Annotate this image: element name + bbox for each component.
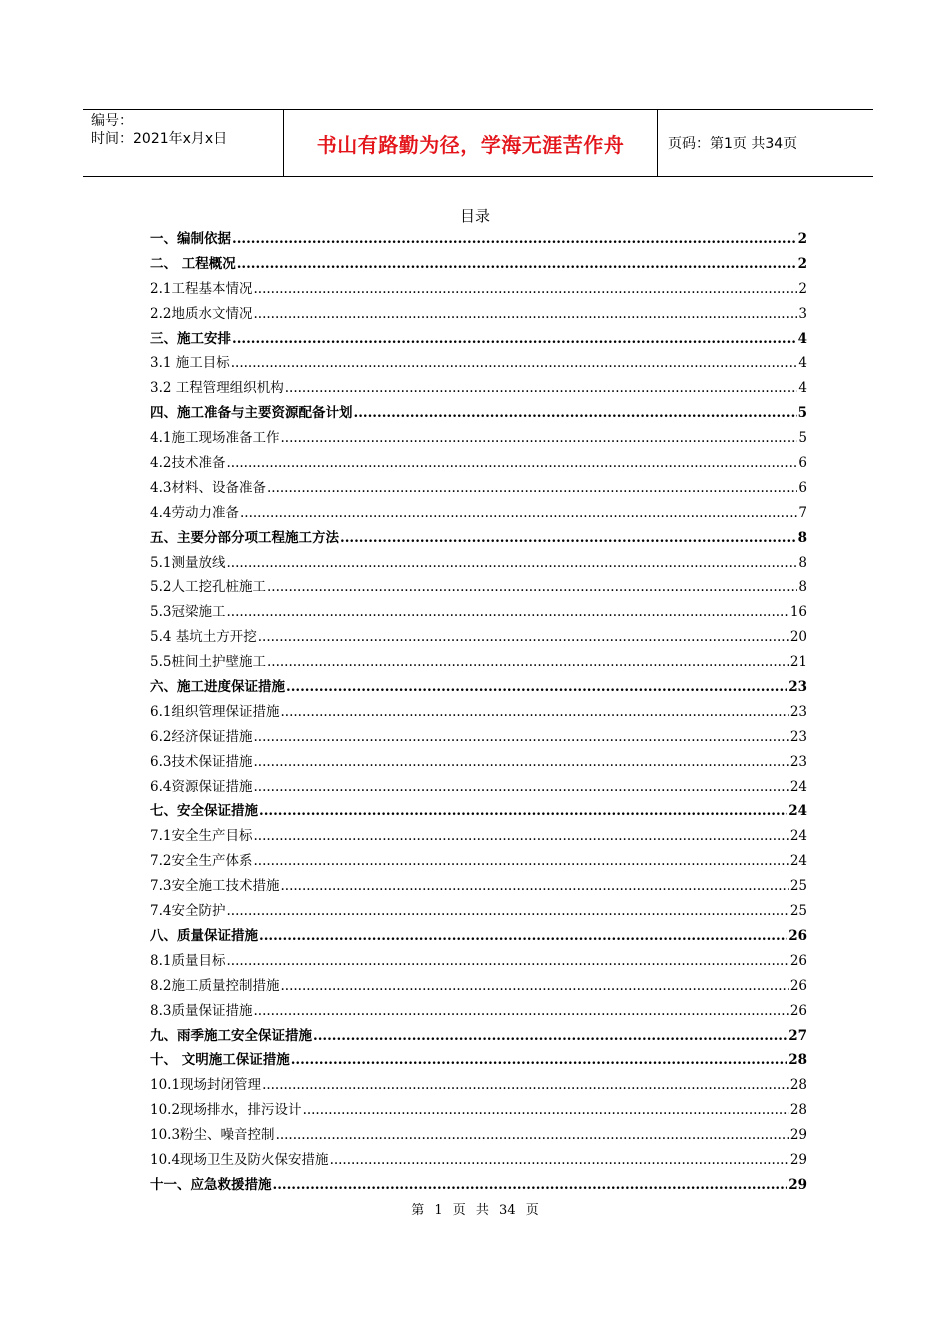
- toc-entry[interactable]: [150, 700, 807, 725]
- toc-entry-title: 4.1施工现场准备工作: [150, 430, 280, 447]
- toc-entry-title: 五、主要分部分项工程施工方法: [150, 529, 339, 546]
- toc-entry-page: 16: [789, 604, 807, 621]
- header-slogan: 书山有路勤为径，学海无涯苦作舟: [284, 110, 658, 176]
- toc-leader-dots: [330, 1148, 789, 1173]
- toc-leader-dots: [253, 849, 788, 874]
- toc-entry[interactable]: [150, 1024, 807, 1049]
- toc-entry-title: 二、 工程概况: [150, 255, 236, 272]
- toc-entry[interactable]: [150, 302, 807, 327]
- toc-entry-title: 四、施工准备与主要资源配备计划: [150, 405, 353, 422]
- toc-entry-page: 20: [789, 629, 807, 646]
- toc-entry-page: 3: [798, 305, 807, 322]
- toc-entry-page: 4: [797, 330, 807, 347]
- toc-leader-dots: [231, 351, 798, 376]
- toc-leader-dots: [273, 1173, 788, 1198]
- toc-entry-title: 10.3粉尘、噪音控制: [150, 1127, 275, 1144]
- toc-entry-page: 5: [797, 405, 807, 422]
- toc-entry[interactable]: [150, 451, 807, 476]
- toc-leader-dots: [313, 1024, 787, 1049]
- toc-entry-title: 八、质量保证措施: [150, 927, 258, 944]
- toc-entry-page: 23: [789, 703, 807, 720]
- toc-entry-title: 三、施工安排: [150, 330, 231, 347]
- toc-entry[interactable]: [150, 327, 807, 352]
- toc-entry[interactable]: [150, 277, 807, 302]
- toc-leader-dots: [291, 1048, 788, 1073]
- toc-entry-title: 8.1质量目标: [150, 952, 226, 969]
- toc-leader-dots: [285, 376, 798, 401]
- toc-entry-page: 28: [788, 1052, 807, 1069]
- toc-entry-title: 7.3安全施工技术措施: [150, 878, 280, 895]
- toc-entry-title: 3.1 施工目标: [150, 355, 230, 372]
- toc-entry-page: 25: [789, 878, 807, 895]
- toc-entry-title: 九、雨季施工安全保证措施: [150, 1027, 312, 1044]
- toc-leader-dots: [253, 725, 788, 750]
- toc-entry[interactable]: [150, 999, 807, 1024]
- toc-entry-title: 7.1安全生产目标: [150, 828, 253, 845]
- toc-entry-title: 6.2经济保证措施: [150, 728, 253, 745]
- toc-leader-dots: [232, 327, 797, 352]
- toc-leader-dots: [262, 1073, 789, 1098]
- toc-entry-title: 10.2现场排水，排污设计: [150, 1102, 302, 1119]
- toc-leader-dots: [259, 924, 787, 949]
- toc-leader-dots: [253, 775, 788, 800]
- toc-entry-title: 7.4安全防护: [150, 903, 226, 920]
- toc-entry-title: 2.2地质水文情况: [150, 305, 253, 322]
- toc-entry-page: 24: [789, 853, 807, 870]
- toc-leader-dots: [280, 874, 788, 899]
- toc-leader-dots: [267, 650, 789, 675]
- toc-entry-title: 六、施工进度保证措施: [150, 679, 285, 696]
- toc-entry-title: 10.1现场封闭管理: [150, 1077, 262, 1094]
- toc-leader-dots: [276, 1123, 789, 1148]
- toc-entry-title: 5.2人工挖孔桩施工: [150, 579, 266, 596]
- toc-entry-title: 6.4资源保证措施: [150, 778, 253, 795]
- header-page-info: 页码：第1页 共34页: [668, 136, 798, 152]
- toc-leader-dots: [253, 824, 788, 849]
- toc-entry[interactable]: [150, 227, 807, 252]
- toc-entry-page: 28: [789, 1102, 807, 1119]
- toc-entry[interactable]: [150, 600, 807, 625]
- toc-entry-page: 24: [789, 828, 807, 845]
- table-of-contents: [150, 227, 807, 1198]
- toc-entry-title: 7.2安全生产体系: [150, 853, 253, 870]
- toc-leader-dots: [240, 501, 797, 526]
- toc-entry-page: 26: [789, 952, 807, 969]
- toc-entry-title: 2.1工程基本情况: [150, 280, 253, 297]
- toc-entry-page: 25: [789, 903, 807, 920]
- toc-entry-page: 24: [789, 778, 807, 795]
- toc-entry[interactable]: [150, 501, 807, 526]
- toc-entry-title: 4.3材料、设备准备: [150, 479, 266, 496]
- toc-entry-title: 5.1测量放线: [150, 554, 226, 571]
- toc-leader-dots: [286, 675, 787, 700]
- toc-leader-dots: [226, 551, 797, 576]
- toc-entry[interactable]: [150, 351, 807, 376]
- toc-entry-page: 4: [798, 380, 807, 397]
- toc-leader-dots: [280, 974, 788, 999]
- toc-entry[interactable]: [150, 924, 807, 949]
- toc-leader-dots: [232, 227, 797, 252]
- toc-entry[interactable]: [150, 974, 807, 999]
- toc-entry[interactable]: [150, 625, 807, 650]
- toc-leader-dots: [303, 1098, 789, 1123]
- toc-entry-page: 28: [789, 1077, 807, 1094]
- toc-entry-page: 6: [798, 455, 807, 472]
- toc-entry[interactable]: [150, 1173, 807, 1198]
- toc-entry-title: 十一、应急救援措施: [150, 1176, 272, 1193]
- toc-leader-dots: [258, 625, 789, 650]
- page-footer: 第 1 页 共 34 页: [411, 1203, 539, 1218]
- toc-entry-title: 8.3质量保证措施: [150, 1002, 253, 1019]
- toc-entry-page: 26: [788, 927, 807, 944]
- toc-entry[interactable]: [150, 750, 807, 775]
- toc-leader-dots: [226, 899, 788, 924]
- toc-entry[interactable]: [150, 1123, 807, 1148]
- toc-entry[interactable]: [150, 476, 807, 501]
- toc-entry-title: 十、 文明施工保证措施: [150, 1052, 290, 1069]
- toc-leader-dots: [226, 600, 788, 625]
- toc-leader-dots: [340, 526, 797, 551]
- toc-entry-title: 5.3冠梁施工: [150, 604, 226, 621]
- toc-title: 目录: [459, 207, 490, 225]
- toc-entry[interactable]: [150, 1148, 807, 1173]
- toc-entry[interactable]: [150, 650, 807, 675]
- toc-leader-dots: [226, 949, 788, 974]
- toc-entry[interactable]: [150, 1048, 807, 1073]
- toc-entry-page: 26: [789, 1002, 807, 1019]
- toc-entry-page: 24: [788, 803, 807, 820]
- toc-entry-page: 7: [798, 504, 807, 521]
- toc-entry-title: 一、编制依据: [150, 231, 231, 247]
- toc-entry-page: 8: [797, 529, 807, 546]
- toc-entry-title: 3.2 工程管理组织机构: [150, 380, 284, 397]
- toc-entry-page: 8: [798, 554, 807, 571]
- toc-entry-page: 23: [788, 679, 807, 696]
- toc-entry[interactable]: [150, 426, 807, 451]
- toc-leader-dots: [280, 426, 797, 451]
- toc-leader-dots: [253, 750, 788, 775]
- toc-entry[interactable]: [150, 1073, 807, 1098]
- toc-entry[interactable]: [150, 949, 807, 974]
- toc-leader-dots: [267, 476, 797, 501]
- toc-entry-title: 6.3技术保证措施: [150, 753, 253, 770]
- toc-entry-page: 8: [798, 579, 807, 596]
- toc-entry[interactable]: [150, 401, 807, 426]
- toc-leader-dots: [237, 252, 797, 277]
- toc-entry-page: 5: [798, 430, 807, 447]
- toc-entry[interactable]: [150, 824, 807, 849]
- toc-entry[interactable]: [150, 725, 807, 750]
- toc-entry-page: 26: [789, 977, 807, 994]
- toc-entry-title: 4.4劳动力准备: [150, 504, 239, 521]
- time-label: 时间：2021年x月x日: [91, 131, 228, 147]
- toc-entry-title: 6.1组织管理保证措施: [150, 703, 280, 720]
- toc-entry[interactable]: [150, 675, 807, 700]
- toc-entry-page: 2: [797, 255, 807, 272]
- toc-entry-title: 5.5桩间土护壁施工: [150, 654, 266, 671]
- toc-entry[interactable]: [150, 526, 807, 551]
- toc-leader-dots: [253, 277, 797, 302]
- toc-entry[interactable]: [150, 252, 807, 277]
- toc-entry-title: 4.2技术准备: [150, 455, 226, 472]
- toc-entry[interactable]: [150, 899, 807, 924]
- number-label: 编号：: [91, 113, 133, 129]
- document-header: [83, 109, 873, 177]
- toc-entry-title: 5.4 基坑土方开挖: [150, 629, 257, 646]
- toc-entry-title: 10.4现场卫生及防火保安措施: [150, 1151, 329, 1168]
- toc-leader-dots: [267, 575, 797, 600]
- toc-entry[interactable]: [150, 775, 807, 800]
- toc-entry[interactable]: [150, 1098, 807, 1123]
- toc-entry-page: 21: [789, 654, 807, 671]
- toc-entry-page: 29: [788, 1176, 807, 1193]
- toc-entry-page: 2: [798, 280, 807, 297]
- toc-entry-page: 27: [788, 1027, 807, 1044]
- toc-entry-page: 29: [789, 1151, 807, 1168]
- toc-entry[interactable]: [150, 551, 807, 576]
- toc-entry[interactable]: [150, 575, 807, 600]
- toc-leader-dots: [354, 401, 797, 426]
- toc-leader-dots: [226, 451, 797, 476]
- toc-leader-dots: [259, 799, 787, 824]
- toc-entry[interactable]: [150, 849, 807, 874]
- toc-entry-page: 23: [789, 728, 807, 745]
- toc-leader-dots: [280, 700, 788, 725]
- header-meta: [83, 110, 284, 176]
- toc-entry-page: 29: [789, 1127, 807, 1144]
- toc-leader-dots: [253, 999, 788, 1024]
- toc-entry-title: 8.2施工质量控制措施: [150, 977, 280, 994]
- toc-entry[interactable]: [150, 874, 807, 899]
- toc-entry[interactable]: [150, 376, 807, 401]
- toc-entry-page: 2: [797, 231, 807, 247]
- toc-entry-page: 6: [798, 479, 807, 496]
- toc-leader-dots: [253, 302, 797, 327]
- toc-entry-title: 七、安全保证措施: [150, 803, 258, 820]
- toc-entry[interactable]: [150, 799, 807, 824]
- toc-entry-page: 4: [798, 355, 807, 372]
- toc-entry-page: 23: [789, 753, 807, 770]
